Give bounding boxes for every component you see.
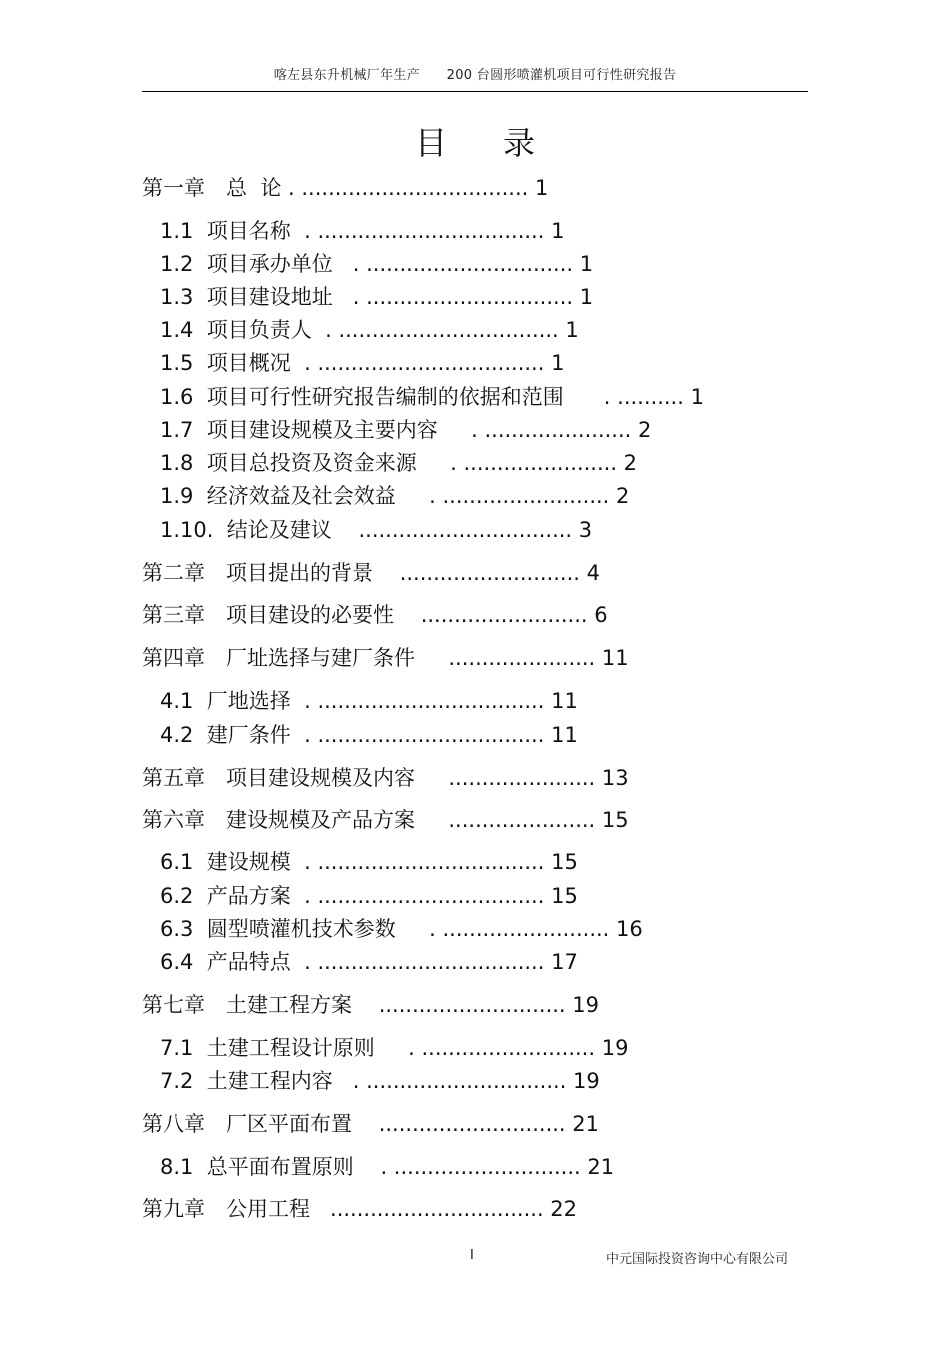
header-left: 喀左县东升机械厂年生产 [273, 68, 421, 83]
toc-entry-8-1[interactable]: 8.1 总平面布置原则 . ............................ 21 [160, 1155, 615, 1179]
toc-entry-1-1[interactable]: 1.1 项目名称 . .................................. 1 [160, 219, 565, 243]
toc-entry-6-3[interactable]: 6.3 圆型喷灌机技术参数 . ......................... 16 [160, 917, 643, 941]
toc-entry-chapter-7[interactable]: 第七章 土建工程方案 ............................ 19 [142, 993, 600, 1017]
running-header [142, 64, 808, 84]
toc-entry-6-4[interactable]: 6.4 产品特点 . .................................. 17 [160, 950, 578, 974]
header-divider [142, 91, 808, 92]
toc-entry-1-10[interactable]: 1.10. 结论及建议 ................................ 3 [160, 518, 593, 542]
toc-entry-1-6[interactable]: 1.6 项目可行性研究报告编制的依据和范围 . .......... 1 [160, 385, 704, 409]
page-title: 目录 [414, 124, 591, 162]
toc-entry-1-8[interactable]: 1.8 项目总投资及资金来源 . ....................... 2 [160, 451, 638, 475]
toc-entry-1-3[interactable]: 1.3 项目建设地址 . ............................... 1 [160, 285, 594, 309]
toc-entry-4-2[interactable]: 4.2 建厂条件 . .................................. 11 [160, 723, 578, 747]
toc-entry-7-2[interactable]: 7.2 土建工程内容 . .............................. 19 [160, 1069, 600, 1093]
toc-entry-chapter-3[interactable]: 第三章 项目建设的必要性 ......................... 6 [142, 603, 608, 627]
toc-entry-6-2[interactable]: 6.2 产品方案 . .................................. 15 [160, 884, 578, 908]
header-right: 200 台圆形喷灌机项目可行性研究报告 [446, 68, 677, 83]
toc-entry-1-4[interactable]: 1.4 项目负责人 . ................................. 1 [160, 318, 579, 342]
toc-entry-chapter-8[interactable]: 第八章 厂区平面布置 ............................ 21 [142, 1112, 600, 1136]
toc-entry-chapter-4[interactable]: 第四章 厂址选择与建厂条件 ...................... 11 [142, 646, 629, 670]
toc-entry-7-1[interactable]: 7.1 土建工程设计原则 . .......................... 19 [160, 1036, 629, 1060]
toc-entry-1-7[interactable]: 1.7 项目建设规模及主要内容 . ...................... 2 [160, 418, 652, 442]
footer-organization: 中元国际投资咨询中心有限公司 [606, 1252, 789, 1267]
toc-entry-chapter-9[interactable]: 第九章 公用工程 ................................ 22 [142, 1197, 578, 1221]
toc-entry-4-1[interactable]: 4.1 厂地选择 . .................................. 11 [160, 689, 578, 713]
toc-entry-chapter-2[interactable]: 第二章 项目提出的背景 ........................... 4 [142, 561, 600, 585]
toc-entry-chapter-5[interactable]: 第五章 项目建设规模及内容 ...................... 13 [142, 766, 629, 790]
toc-entry-1-5[interactable]: 1.5 项目概况 . .................................. 1 [160, 351, 565, 375]
toc-entry-chapter-1[interactable]: 第一章 总 论 . .................................. 1 [142, 176, 549, 200]
toc-entry-1-2[interactable]: 1.2 项目承办单位 . ............................... 1 [160, 252, 594, 276]
toc-entry-chapter-6[interactable]: 第六章 建设规模及产品方案 ...................... 15 [142, 808, 629, 832]
page-number: I [470, 1248, 474, 1263]
toc-entry-1-9[interactable]: 1.9 经济效益及社会效益 . ......................... 2 [160, 484, 630, 508]
toc-entry-6-1[interactable]: 6.1 建设规模 . .................................. 15 [160, 850, 578, 874]
